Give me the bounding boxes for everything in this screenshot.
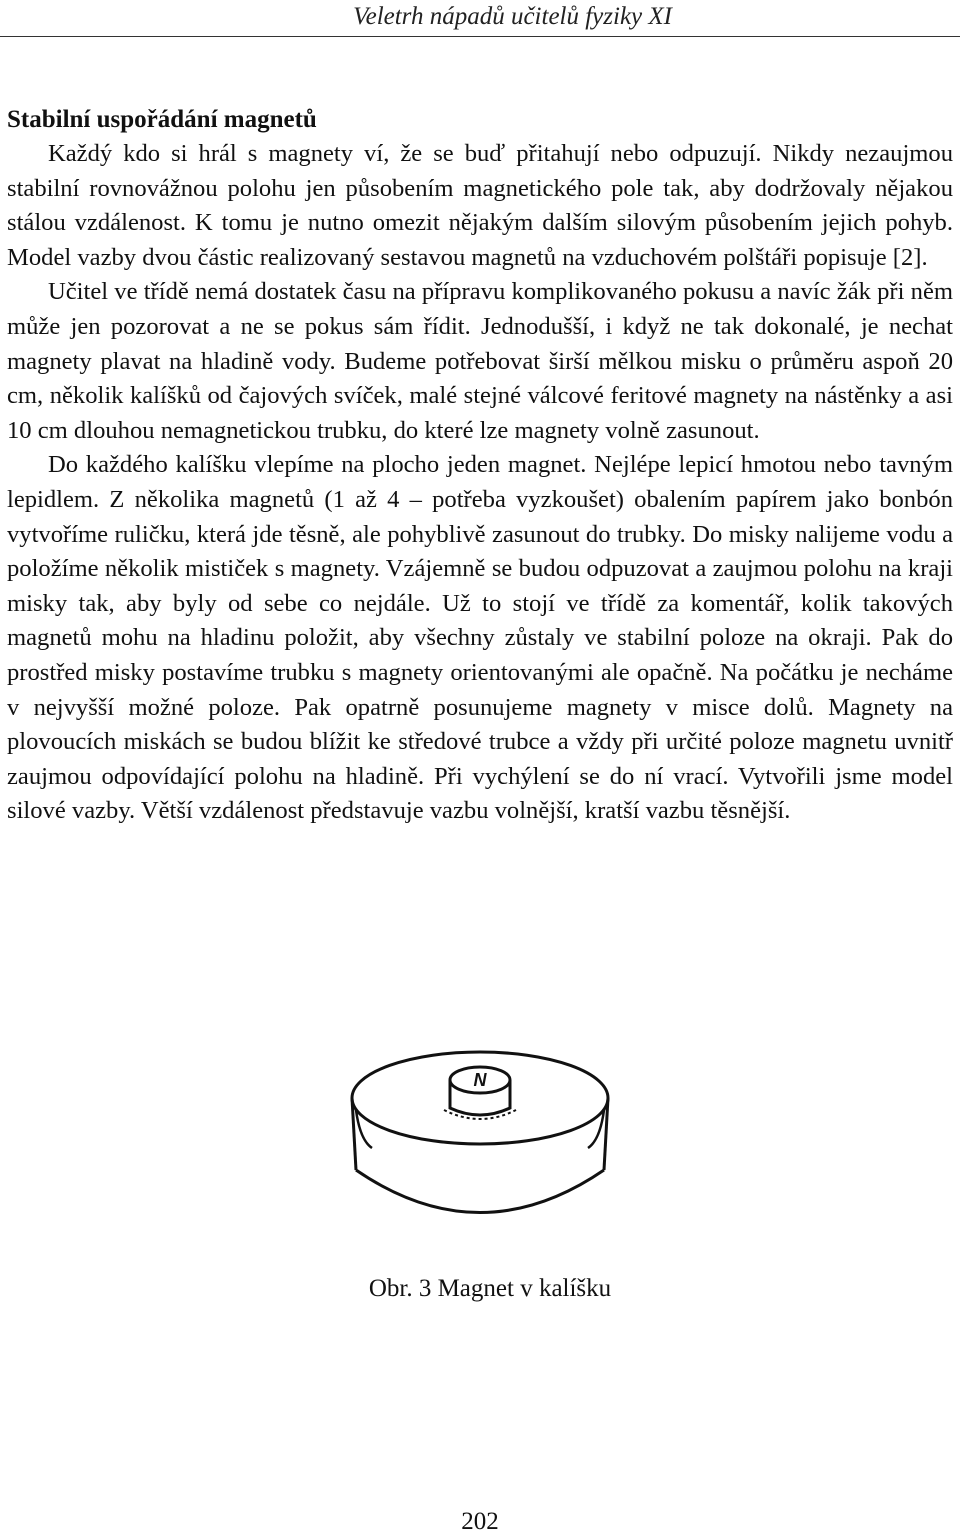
paragraph-2: Učitel ve třídě nemá dostatek času na přípravu komplikovaného pokusu a navíc žák při něm může jen pozorovat a ne se pokus sám řídit. Jednodušší, i když ne tak dokonalé, je nechat magnety plavat na hladině vody. Budeme potřebovat širší mělkou misku o průměru aspoň 20 cm, několik kalíšků od čajových svíček, malé stejné válcové feritové magnety na nástěnky a asi 10 cm dlouhou nemagnetickou trubku, do které lze magnety volně zasunout. <box>7 278 953 444</box>
running-header-title: Veletrh nápadů učitelů fyziky XI <box>353 3 672 30</box>
paragraph-3: Do každého kalíšku vlepíme na plocho jeden magnet. Nejlépe lepicí hmotou nebo tavným lepidlem. Z několika magnetů (1 až 4 – potřeba vyzkoušet) obalením papírem jako bonbón vytvoříme ruličku, která jde těsně, ale pohyblivě zasunout do trubky. Do misky nalijeme vodu a položíme několik mističek s magnety. Vzájemně se budou odpuzovat a zaujmou polohu na kraji misky tak, aby byly od sebe co nejdále. Už to stojí ve třídě za komentář, kolik takových magnetů mohu na hladinu položit, aby všechny zůstaly ve stabilní poloze na okraji. Pak do prostřed misky postavíme trubku s magnety orientovanými ale opačně. Na počátku je necháme v nejvyšší možné poloze. Pak opatrně posunujeme magnety v misce dolů. Magnety na plovoucích miskách se budou blížit ke středové trubce a vždy při určité poloze magnetu uvnitř zaujmou odpovídající polohu na hladině. Při vychýlení se do ní vrací. Vytvořili jsme model silové vazby. Větší vzdálenost představuje vazbu volnější, kratší vazbu těsnější. <box>7 451 953 825</box>
section-body <box>7 137 953 829</box>
magnet-pole-label: N <box>473 1070 487 1090</box>
page-number: 202 <box>461 1508 499 1535</box>
cup-bottom <box>356 1170 604 1213</box>
section-title: Stabilní uspořádání magnetů <box>7 106 317 133</box>
page-header <box>0 0 960 37</box>
cup-illustration <box>340 1040 630 1250</box>
paragraph-1: Každý kdo si hrál s magnety ví, že se buď přitahují nebo odpuzují. Nikdy nezaujmou stabilní rovnovážnou polohu jen působením magnetického pole tak, aby dodržovaly nějakou stálou vzdálenost. K tomu je nutno omezit nějakým dalším silovým působením jejich pohyb. Model vazby dvou částic realizovaný sestavou magnetů na vzduchovém polštáři popisuje [2]. <box>7 140 953 271</box>
figure-caption: Obr. 3 Magnet v kalíšku <box>368 1275 612 1302</box>
figure-magnet-in-cup <box>340 1040 630 1250</box>
